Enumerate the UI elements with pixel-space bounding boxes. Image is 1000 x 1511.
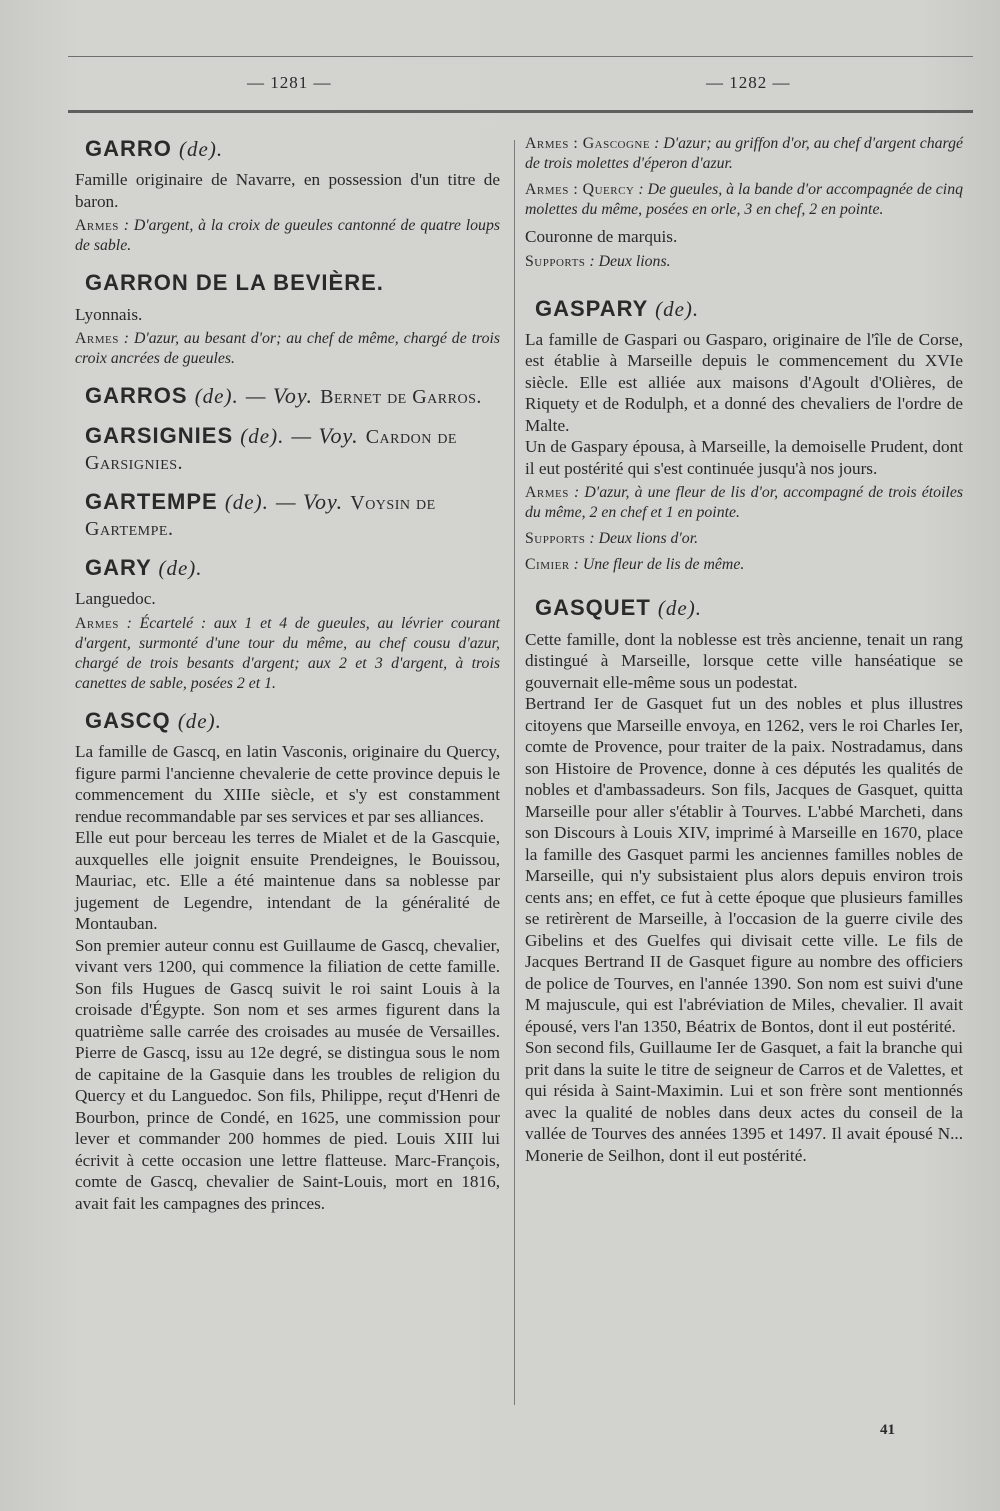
entry-title — [85, 489, 500, 541]
entry-name: GASPARY — [535, 295, 648, 321]
entry-text: Lyonnais. — [75, 304, 143, 324]
entry-particle: (de). — [158, 556, 203, 581]
arms-label: Armes : Gascogne — [525, 135, 651, 152]
crest-label: Cimier — [525, 556, 570, 574]
arms-text — [75, 216, 500, 256]
arms-blazon: : D'argent, à la croix de gueules cantonné de quatre loups de sable. — [75, 217, 500, 255]
entry-title — [535, 595, 963, 620]
entry-paragraph: Bertrand Ier de Gasquet fut un des nobles et plus illustres citoyens que Marseille envoya, en 1262, vers le roi Charles Ier, comte de Provence, pour traiter de la paix. Nostradamus, dans son Histoire de Provence, donne à ces députés les qualités de nobles et d'ambassadeurs. Son fils, Jacques de Gasquet, quitta Marseille pour aller s'établir à Tourves. L'abbé Marcheti, dans son Discours à Louis XIV, imprimé à Marseille en 1670, place la famille des Gasquet parmi les anciennes familles nobles de Marseille, qui n'y subsistaient plus alors depuis environ trois cents ans; en effet, ce fut à cette époque que plusieurs familles se retirèrent de Marseille, à l'occasion de la guerre civile des Gibelins et des Guelfes qui divisait cette ville. Le fils de Jacques Bertrand II de Gasquet figure au nombre des officiers de police de Tourves, en l'année 1390. Son nom est suivi d'une M majuscule, qui est l'abréviation de Miles, chevalier. Il avait épousé, vers l'an 1350, Béatrix de Bontos, dont il eut postérité. — [525, 694, 963, 1036]
arms-label: Armes — [75, 217, 119, 235]
arms-label: Armes — [75, 330, 119, 348]
entry-paragraph: La famille de Gascq, en latin Vasconis, originaire du Quercy, figure parmi l'ancienne chevalerie de cette province depuis le commencement du XIIIe siècle, et s'y est constamment rendue recommandable par ses services et par ses alliances. — [75, 742, 500, 826]
cross-reference-link[interactable]: Bernet de Garros. — [320, 386, 482, 409]
arms-text — [75, 329, 500, 369]
signature-mark: 41 — [880, 1422, 895, 1438]
header-rule — [68, 110, 973, 113]
top-rule — [68, 56, 973, 57]
entry-particle: (de). — [657, 596, 702, 621]
entry-garro — [75, 136, 500, 256]
arms-blazon: : Écartelé : aux 1 et 4 de gueules, au lévrier courant d'argent, surmonté d'une tour du même, au chef cousu d'azur, chargé de trois besants d'argent; aux 2 et 3 d'argent, à trois canettes de sable, posées 2 et 1. — [75, 614, 500, 692]
arms-label: Armes — [525, 484, 569, 502]
arms-text — [525, 180, 963, 220]
entry-garron — [75, 270, 500, 369]
supports-value: : Deux lions. — [589, 252, 671, 270]
arms-label: Armes : Quercy — [525, 181, 635, 198]
entry-particle: (de). — [224, 490, 269, 515]
entry-title — [85, 383, 500, 409]
entry-title — [85, 270, 500, 295]
entry-gascq — [75, 708, 500, 1214]
supports-label: Supports — [525, 530, 586, 548]
entry-gasquet — [525, 595, 963, 1166]
entry-name: GARY — [85, 555, 152, 581]
entry-title — [85, 136, 500, 161]
entry-title — [85, 708, 500, 733]
cross-reference-link[interactable]: Cardon de Garsignies. — [85, 426, 457, 475]
arms-text — [525, 483, 963, 523]
supports-label: Supports — [525, 252, 586, 270]
entry-paragraph: Son premier auteur connu est Guillaume de Gascq, chevalier, vivant vers 1200, qui commence la filiation de cette famille. Son fils Hugues de Gascq suivit le roi saint Louis à la croisade d'Égypte. Son nom et ses armes figurent dans la quatrième salle carrée des croisades au musée de Versailles. Pierre de Gascq, issu au 12e degré, se distingua sous le nom de capitaine de la Gasquie dans les troubles de religion du Quercy et du Languedoc. Son fils, Philippe, reçut d'Henri de Bourbon, prince de Condé, en 1625, une commission pour lever et commander 200 hommes de pied. Louis XIII lui écrivit à cette occasion une lettre flatteuse. Marc-François, comte de Gascq, chevalier de Saint-Louis, mort en 1816, avait fait les campagnes des princes. — [75, 935, 500, 1213]
arms-blazon: : D'azur; au griffon d'or, au chef d'argent chargé de trois molettes d'éperon d'azur. — [525, 135, 964, 172]
entry-name: GARSIGNIES — [85, 423, 234, 449]
supports-value: : Deux lions d'or. — [589, 530, 699, 548]
entry-paragraph: Cette famille, dont la noblesse est très ancienne, tenait un rang distingué à Marseille, lorsque cette ville hanséatique se gouvernait elle-même sous un podestat. — [525, 629, 963, 692]
entry-particle: (de). — [194, 384, 239, 409]
entry-gary — [75, 555, 500, 694]
column-divider — [514, 140, 515, 1405]
entry-gaspary — [525, 296, 963, 576]
left-column — [75, 130, 500, 1228]
entry-garsignies — [75, 423, 500, 475]
entry-paragraph: Un de Gaspary épousa, à Marseille, la demoiselle Prudent, dont il eut postérité qui s'est continuée jusqu'à nos jours. — [525, 437, 963, 478]
entry-title — [85, 555, 500, 580]
entry-name: GARRON DE LA BEVIÈRE. — [85, 270, 384, 296]
arms-blazon: : D'azur, au besant d'or; au chef de même, chargé de trois croix ancrées de gueules. — [75, 330, 501, 368]
entry-name: GARROS — [85, 383, 188, 409]
entry-name: GASQUET — [535, 595, 651, 621]
arms-blazon: : De gueules, à la bande d'or accompagnée de cinq molettes du même, posées en orle, 3 en chef, 2 en pointe. — [525, 181, 963, 218]
entry-text: Languedoc. — [75, 589, 156, 609]
supports-text — [525, 252, 963, 272]
entry-title — [535, 296, 963, 321]
cross-reference-link[interactable]: Voysin de Gartempe. — [85, 492, 436, 541]
entry-text: Famille originaire de Navarre, en possession d'un titre de baron. — [75, 170, 500, 211]
entry-paragraph: Elle eut pour berceau les terres de Mialet et de la Gascquie, auxquelles elle joignit ensuite Prendeignes, le Bouissou, Mauriac, etc. Elle a été maintenue dans sa noblesse par jugement de Legendre, intendant de la généralité de Montauban. — [75, 828, 500, 934]
entry-paragraph: La famille de Gaspari ou Gasparo, originaire de l'île de Corse, est établie à Marseille depuis le commencement du XVIe siècle. Elle est alliée aux maisons d'Agoult d'Olières, de Riquety et de Rodulph, et a donné des chevaliers de l'ordre de Malte. — [525, 329, 963, 435]
entry-paragraph: Son second fils, Guillaume Ier de Gasquet, a fait la branche qui prit dans la suite le titre de seigneur de Carros et de Valettes, et qui résida à Saint-Maximin. Lui et son frère sont mentionnés avec la qualité de nobles dans deux actes du conseil de la vallée de Tourves des années 1395 et 1497. Il avait épousé N... Monerie de Seilhon, dont il eut postérité. — [525, 1038, 963, 1165]
see-also: — Voy. — [276, 489, 344, 515]
arms-label: Armes — [75, 614, 119, 632]
entry-particle: (de). — [179, 137, 224, 161]
right-column — [525, 130, 963, 1180]
page-number-left: — 1281 — — [247, 73, 332, 92]
entry-particle: (de). — [240, 424, 285, 449]
entry-title — [85, 423, 500, 475]
entry-name: GASCQ — [85, 707, 171, 733]
see-also: — Voy. — [291, 423, 359, 449]
arms-blazon: : D'azur, à une fleur de lis d'or, accompagné de trois étoiles du même, 2 en chef et 1 en pointe. — [525, 484, 964, 522]
arms-text — [75, 614, 500, 694]
arms-text — [525, 134, 963, 174]
crest-text — [525, 555, 963, 575]
entry-particle: (de). — [177, 708, 222, 733]
entry-name: GARRO — [85, 136, 172, 161]
see-also: — Voy. — [245, 383, 313, 409]
page-number-right: — 1282 — — [706, 73, 791, 92]
entry-particle: (de). — [655, 296, 700, 321]
entry-name: GARTEMPE — [85, 489, 218, 515]
crest-value: : Une fleur de lis de même. — [573, 556, 745, 574]
coronet-text: Couronne de marquis. — [525, 227, 678, 246]
supports-text — [525, 529, 963, 549]
entry-gartempe — [75, 489, 500, 541]
entry-garros — [75, 383, 500, 409]
